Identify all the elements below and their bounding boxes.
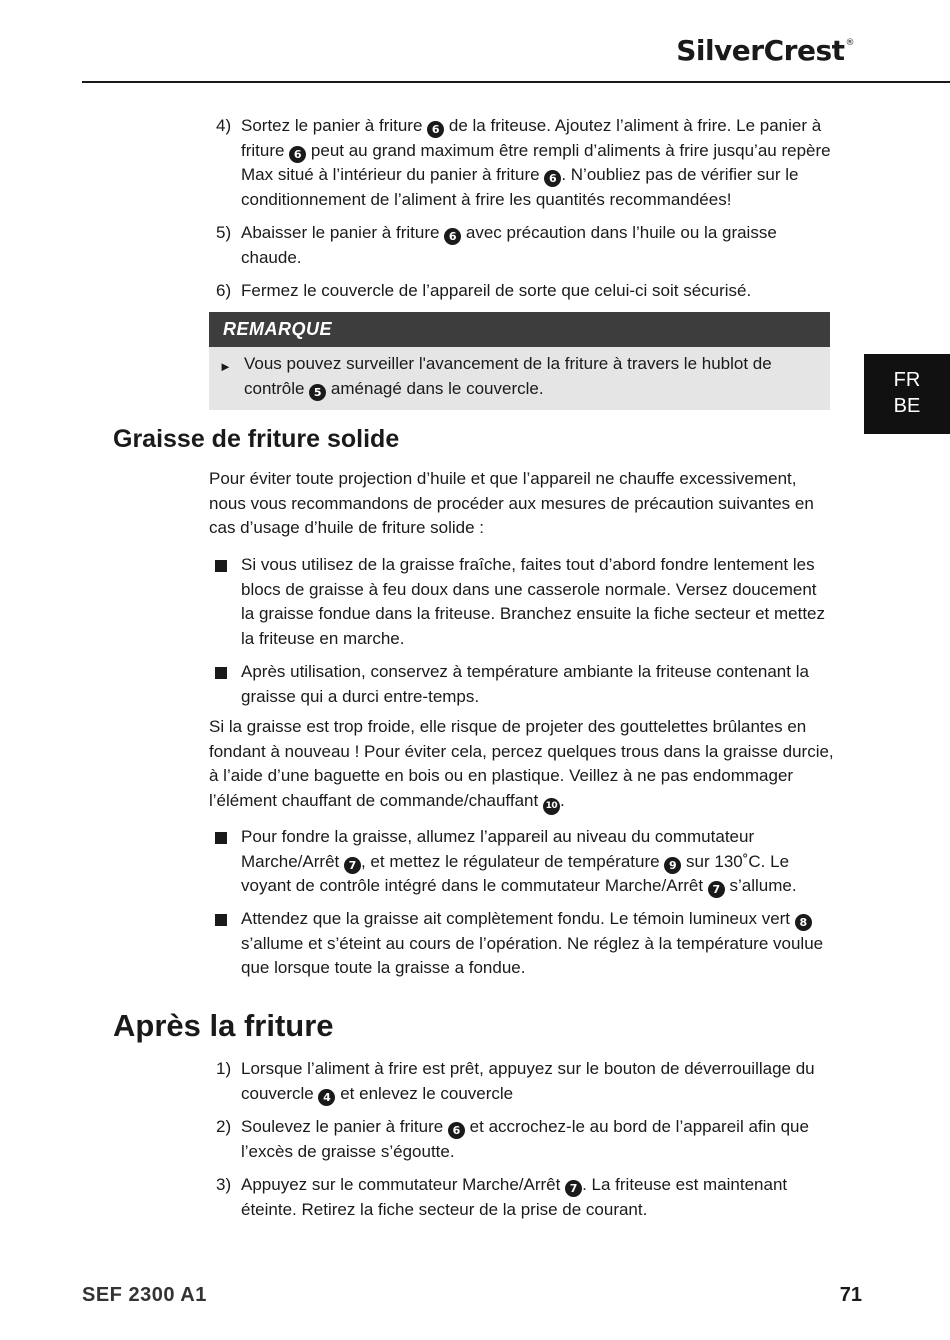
step-number: 4) xyxy=(216,116,232,135)
bullet-text: Pour fondre la graisse, allumez l’appareil au niveau du commutateur Marche/Arrêt 7 , et mettez le régulateur de température 9 sur 130˚C. Le voyant de contrôle intégré dans le commutateur Marche/Arrêt 7 s’allume. xyxy=(241,827,797,896)
registered-mark: ® xyxy=(845,38,854,48)
header-divider xyxy=(82,81,950,83)
square-bullet-icon xyxy=(215,832,227,844)
step-item xyxy=(209,1115,834,1164)
reference-number-icon: 6 xyxy=(544,170,561,187)
step-number: 6) xyxy=(216,281,232,300)
bullet-item xyxy=(209,553,834,651)
reference-number-icon: 10 xyxy=(543,798,560,815)
note-text: Vous pouvez surveiller l'avancement de la friture à travers le hublot de contrôle 5 aménagé dans le couvercle. xyxy=(244,354,772,399)
language-tab xyxy=(864,354,950,434)
reference-number-icon: 5 xyxy=(309,384,326,401)
step-number: 2) xyxy=(216,1117,232,1136)
reference-number-icon: 6 xyxy=(289,146,306,163)
square-bullet-icon xyxy=(215,667,227,679)
step-number: 1) xyxy=(216,1059,232,1078)
arrow-right-icon: ► xyxy=(219,359,232,374)
reference-number-icon: 7 xyxy=(708,881,725,898)
bullet-item xyxy=(209,660,834,709)
reference-number-icon: 7 xyxy=(344,857,361,874)
intro-paragraph: Pour éviter toute projection d’huile et que l’appareil ne chauffe excessivement, nous vous recommandons de procéder aux mesures de précaution suivantes en cas d’usage d’huile de friture solide : xyxy=(209,469,814,537)
section-heading: Graisse de friture solide xyxy=(113,425,400,453)
step-text: Appuyez sur le commutateur Marche/Arrêt 7 . La friteuse est maintenant éteinte. Retirez la fiche secteur de la prise de courant. xyxy=(241,1175,788,1219)
chapter-heading: Après la friture xyxy=(113,1008,334,1043)
step-item xyxy=(209,114,834,212)
note-title: REMARQUE xyxy=(209,312,830,347)
language-tab-fr: FR xyxy=(893,369,921,391)
bullet-text: Attendez que la graisse ait complètement fondu. Le témoin lumineux vert 8 s’allume et s’éteint au cours de l’opération. Ne réglez à la température voulue que lorsque toute la graisse a fondue. xyxy=(241,909,824,977)
square-bullet-icon xyxy=(215,914,227,926)
step-item xyxy=(209,221,834,270)
bullet-text: Après utilisation, conservez à température ambiante la friteuse contenant la graisse qui a durci entre-temps. xyxy=(241,662,809,706)
bullet-text: Si vous utilisez de la graisse fraîche, faites tout d’abord fondre lentement les blocs de graisse à feu doux dans une casserole normale. Versez doucement la graisse fondue dans la friteuse. Branchez ensuite la fiche secteur et mettez la friteuse en marche. xyxy=(241,555,825,648)
language-tab-be: BE xyxy=(893,395,921,417)
step-text: Soulevez le panier à friture 6 et accrochez-le au bord de l’appareil afin que l’excès de graisse s’égoutte. xyxy=(241,1117,809,1161)
brand-logo xyxy=(676,34,854,67)
brand-name: SilverCrest xyxy=(676,34,845,67)
note-body xyxy=(209,347,830,410)
square-bullet-icon xyxy=(215,560,227,572)
step-item xyxy=(209,1057,834,1106)
reference-number-icon: 6 xyxy=(444,228,461,245)
step-item xyxy=(209,279,834,304)
bullet-item xyxy=(209,825,834,899)
step-text: Lorsque l’aliment à frire est prêt, appuyez sur le bouton de déverrouillage du couvercle 4 et enlevez le couvercle xyxy=(241,1059,815,1104)
reference-number-icon: 6 xyxy=(448,1122,465,1139)
step-text: Fermez le couvercle de l’appareil de sorte que celui-ci soit sécurisé. xyxy=(241,281,752,300)
reference-number-icon: 8 xyxy=(795,914,812,931)
step-item xyxy=(209,1173,834,1222)
reference-number-icon: 4 xyxy=(318,1089,335,1106)
footer-model: SEF 2300 A1 xyxy=(82,1284,207,1306)
reference-number-icon: 9 xyxy=(664,857,681,874)
step-text: Abaisser le panier à friture 6 avec précaution dans l’huile ou la graisse chaude. xyxy=(241,223,777,267)
reference-number-icon: 7 xyxy=(565,1180,582,1197)
page-number: 71 xyxy=(839,1284,862,1306)
bullet-item xyxy=(209,907,834,981)
step-number: 3) xyxy=(216,1175,232,1194)
step-number: 5) xyxy=(216,223,232,242)
step-text: Sortez le panier à friture 6 de la friteuse. Ajoutez l’aliment à frire. Le panier à friture 6 peut au grand maximum être rempli d’aliments à frire jusqu’au repère Max situé à l’intérieur du panier à friture 6 . N’oubliez pas de vérifier sur le conditionnement de l’aliment à frire les quantités recommandées! xyxy=(241,116,831,209)
middle-paragraph: Si la graisse est trop froide, elle risque de projeter des gouttelettes brûlantes en fondant à nouveau ! Pour éviter cela, percez quelques trous dans la graisse durcie, à l’aide d’une baguette en bois ou en plastique. Veillez à ne pas endommager l’élément chauffant de commande/chauffant 10 . xyxy=(209,715,834,815)
reference-number-icon: 6 xyxy=(427,121,444,138)
